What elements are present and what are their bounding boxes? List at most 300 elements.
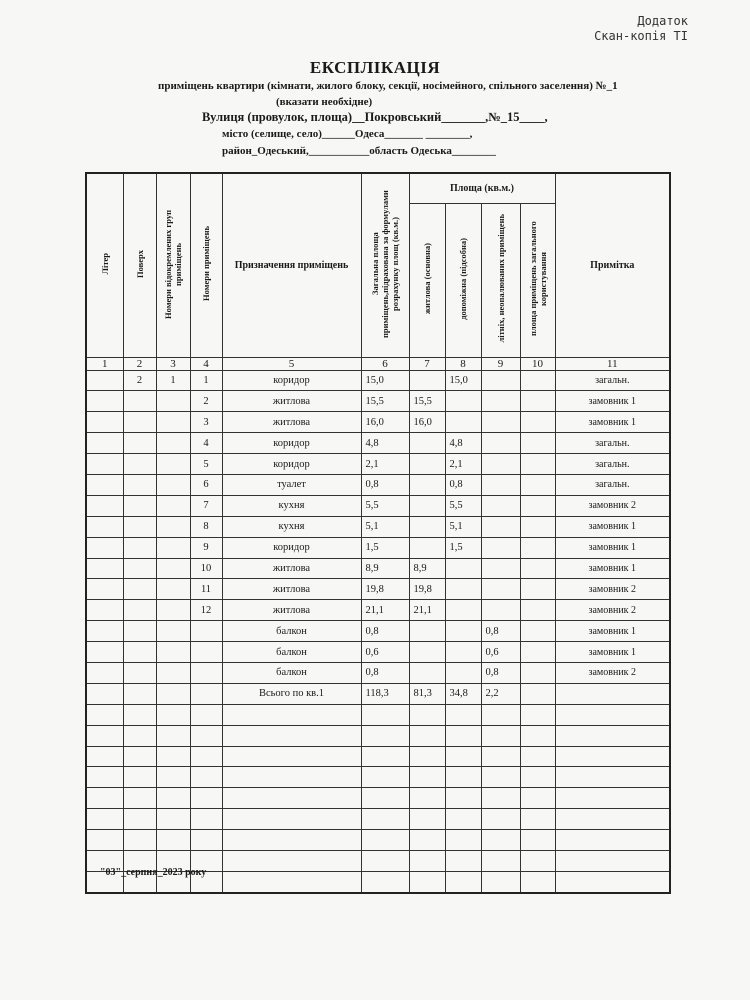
cell-note: замовник 2 xyxy=(555,662,670,683)
cell-total: 2,1 xyxy=(361,454,409,475)
empty-cell xyxy=(520,871,555,892)
empty-cell xyxy=(555,830,670,851)
empty-cell xyxy=(361,830,409,851)
cell-summer xyxy=(481,454,520,475)
cell-floor xyxy=(123,642,156,663)
empty-cell xyxy=(555,725,670,746)
cell-total: 8,9 xyxy=(361,558,409,579)
empty-cell xyxy=(86,830,123,851)
cell-summer xyxy=(481,537,520,558)
cell-floor xyxy=(123,412,156,433)
header-total-area: Загальна площа приміщень,підрахована за формулами розрахунку площ (кв.м.) xyxy=(361,173,409,357)
cell-floor xyxy=(123,391,156,412)
cell-common xyxy=(520,495,555,516)
cell-note: замовник 1 xyxy=(555,516,670,537)
table-row xyxy=(86,642,670,663)
table-row xyxy=(86,662,670,683)
cell-room: 5 xyxy=(190,454,222,475)
cell-aux xyxy=(445,391,481,412)
empty-cell xyxy=(222,725,361,746)
empty-cell xyxy=(520,725,555,746)
table-row xyxy=(86,454,670,475)
top-note-line2: Скан-копія ТІ xyxy=(594,29,688,43)
empty-cell xyxy=(520,746,555,767)
empty-cell xyxy=(481,767,520,788)
cell-summer: 0,8 xyxy=(481,621,520,642)
cell-group xyxy=(156,558,190,579)
table-body xyxy=(86,370,670,893)
empty-cell xyxy=(481,746,520,767)
cell-liter xyxy=(86,558,123,579)
cell-common xyxy=(520,391,555,412)
cell-group: 1 xyxy=(156,370,190,391)
cell-room: 2 xyxy=(190,391,222,412)
empty-cell xyxy=(555,788,670,809)
cell-group xyxy=(156,516,190,537)
col-number: 10 xyxy=(520,357,555,370)
cell-living: 16,0 xyxy=(409,412,445,433)
cell-aux: 0,8 xyxy=(445,474,481,495)
cell-liter xyxy=(86,474,123,495)
cell-group xyxy=(156,662,190,683)
empty-cell xyxy=(409,871,445,892)
cell-total: 0,8 xyxy=(361,474,409,495)
cell-living xyxy=(409,621,445,642)
cell-purpose: житлова xyxy=(222,579,361,600)
top-note xyxy=(594,14,688,44)
table-row xyxy=(86,391,670,412)
col-number: 4 xyxy=(190,357,222,370)
cell-liter xyxy=(86,391,123,412)
cell-liter xyxy=(86,412,123,433)
cell-liter xyxy=(86,683,123,704)
empty-cell xyxy=(520,809,555,830)
empty-cell xyxy=(190,746,222,767)
cell-summer xyxy=(481,391,520,412)
empty-cell xyxy=(481,788,520,809)
table-row xyxy=(86,412,670,433)
col-number: 3 xyxy=(156,357,190,370)
cell-liter xyxy=(86,370,123,391)
empty-cell xyxy=(361,767,409,788)
cell-common xyxy=(520,370,555,391)
cell-aux xyxy=(445,621,481,642)
empty-cell xyxy=(481,850,520,871)
cell-room: 1 xyxy=(190,370,222,391)
cell-aux xyxy=(445,600,481,621)
cell-summer xyxy=(481,412,520,433)
cell-total: 0,6 xyxy=(361,642,409,663)
cell-note: загальн. xyxy=(555,454,670,475)
cell-floor xyxy=(123,537,156,558)
empty-cell xyxy=(481,725,520,746)
cell-note: замовник 2 xyxy=(555,600,670,621)
cell-liter xyxy=(86,495,123,516)
cell-summer xyxy=(481,370,520,391)
cell-group xyxy=(156,412,190,433)
empty-cell xyxy=(409,809,445,830)
cell-living: 8,9 xyxy=(409,558,445,579)
cell-group xyxy=(156,474,190,495)
empty-row xyxy=(86,830,670,851)
cell-purpose: житлова xyxy=(222,412,361,433)
cell-note xyxy=(555,683,670,704)
empty-cell xyxy=(123,725,156,746)
cell-common xyxy=(520,474,555,495)
cell-summer xyxy=(481,558,520,579)
cell-purpose: житлова xyxy=(222,600,361,621)
empty-cell xyxy=(123,704,156,725)
header-line3: Вулиця (провулок, площа)__Покровський_______,№_15____, xyxy=(202,110,548,124)
explication-table xyxy=(85,172,671,894)
cell-common xyxy=(520,516,555,537)
empty-cell xyxy=(445,725,481,746)
empty-cell xyxy=(409,830,445,851)
empty-cell xyxy=(445,809,481,830)
empty-cell xyxy=(156,746,190,767)
cell-group xyxy=(156,391,190,412)
cell-group xyxy=(156,579,190,600)
cell-aux: 15,0 xyxy=(445,370,481,391)
cell-living: 21,1 xyxy=(409,600,445,621)
cell-group xyxy=(156,600,190,621)
table-row xyxy=(86,621,670,642)
cell-floor xyxy=(123,558,156,579)
cell-room: 6 xyxy=(190,474,222,495)
empty-cell xyxy=(361,850,409,871)
cell-floor xyxy=(123,454,156,475)
empty-cell xyxy=(190,830,222,851)
cell-summer xyxy=(481,579,520,600)
cell-liter xyxy=(86,621,123,642)
empty-cell xyxy=(86,704,123,725)
table-row xyxy=(86,600,670,621)
empty-cell xyxy=(222,767,361,788)
empty-cell xyxy=(86,725,123,746)
empty-cell xyxy=(86,809,123,830)
cell-purpose: коридор xyxy=(222,433,361,454)
empty-cell xyxy=(361,746,409,767)
header-line4: місто (селище, село)______Одеса_______ ________, xyxy=(222,128,473,140)
empty-cell xyxy=(156,830,190,851)
cell-common xyxy=(520,433,555,454)
cell-liter xyxy=(86,454,123,475)
cell-liter xyxy=(86,579,123,600)
cell-room xyxy=(190,683,222,704)
header-line2: (вказати необхідне) xyxy=(276,96,373,108)
empty-cell xyxy=(520,850,555,871)
header-floor: Поверх xyxy=(123,173,156,357)
empty-cell xyxy=(361,809,409,830)
cell-room: 11 xyxy=(190,579,222,600)
cell-aux xyxy=(445,642,481,663)
cell-living xyxy=(409,537,445,558)
cell-aux: 2,1 xyxy=(445,454,481,475)
empty-cell xyxy=(361,871,409,892)
empty-cell xyxy=(361,788,409,809)
cell-living xyxy=(409,662,445,683)
empty-cell xyxy=(520,704,555,725)
empty-row xyxy=(86,767,670,788)
empty-cell xyxy=(123,746,156,767)
cell-total: 21,1 xyxy=(361,600,409,621)
cell-group xyxy=(156,454,190,475)
empty-cell xyxy=(409,767,445,788)
header-common: площа приміщень загального користування xyxy=(520,203,555,357)
cell-purpose: балкон xyxy=(222,662,361,683)
col-number: 2 xyxy=(123,357,156,370)
empty-cell xyxy=(445,767,481,788)
cell-floor xyxy=(123,662,156,683)
cell-aux: 4,8 xyxy=(445,433,481,454)
empty-cell xyxy=(156,809,190,830)
empty-cell xyxy=(445,850,481,871)
cell-living: 15,5 xyxy=(409,391,445,412)
cell-aux xyxy=(445,662,481,683)
cell-purpose: коридор xyxy=(222,370,361,391)
empty-cell xyxy=(445,871,481,892)
cell-common xyxy=(520,537,555,558)
cell-summer xyxy=(481,433,520,454)
empty-cell xyxy=(156,788,190,809)
cell-liter xyxy=(86,642,123,663)
table-row xyxy=(86,683,670,704)
cell-floor xyxy=(123,433,156,454)
cell-note: замовник 1 xyxy=(555,412,670,433)
empty-cell xyxy=(86,788,123,809)
empty-cell xyxy=(445,788,481,809)
table-row xyxy=(86,495,670,516)
col-number: 11 xyxy=(555,357,670,370)
column-number-row xyxy=(86,357,670,370)
cell-living xyxy=(409,370,445,391)
cell-liter xyxy=(86,537,123,558)
col-number: 5 xyxy=(222,357,361,370)
cell-purpose: житлова xyxy=(222,391,361,412)
cell-summer: 0,8 xyxy=(481,662,520,683)
cell-total: 16,0 xyxy=(361,412,409,433)
cell-room: 7 xyxy=(190,495,222,516)
empty-cell xyxy=(520,767,555,788)
cell-liter xyxy=(86,433,123,454)
table-row xyxy=(86,433,670,454)
cell-aux: 5,1 xyxy=(445,516,481,537)
header-auxiliary: допоміжна (підсобна) xyxy=(445,203,481,357)
header-line5: район_Одеський,___________область Одеська________ xyxy=(222,145,496,157)
cell-summer xyxy=(481,600,520,621)
cell-group xyxy=(156,621,190,642)
cell-common xyxy=(520,412,555,433)
empty-cell xyxy=(86,767,123,788)
cell-purpose: Всього по кв.1 xyxy=(222,683,361,704)
empty-cell xyxy=(222,830,361,851)
empty-cell xyxy=(481,704,520,725)
cell-aux: 34,8 xyxy=(445,683,481,704)
empty-cell xyxy=(222,809,361,830)
cell-room xyxy=(190,662,222,683)
empty-cell xyxy=(445,830,481,851)
cell-living xyxy=(409,474,445,495)
cell-liter xyxy=(86,516,123,537)
cell-common xyxy=(520,662,555,683)
cell-group xyxy=(156,683,190,704)
cell-purpose: житлова xyxy=(222,558,361,579)
empty-cell xyxy=(481,871,520,892)
cell-purpose: балкон xyxy=(222,621,361,642)
header-summer: літніх, неопалюваних приміщень xyxy=(481,203,520,357)
empty-cell xyxy=(409,704,445,725)
cell-common xyxy=(520,642,555,663)
cell-note: замовник 1 xyxy=(555,642,670,663)
cell-summer xyxy=(481,495,520,516)
empty-cell xyxy=(156,767,190,788)
cell-aux xyxy=(445,412,481,433)
cell-total: 0,8 xyxy=(361,621,409,642)
cell-note: загальн. xyxy=(555,474,670,495)
empty-cell xyxy=(409,725,445,746)
table-row xyxy=(86,370,670,391)
cell-group xyxy=(156,642,190,663)
cell-room: 4 xyxy=(190,433,222,454)
cell-total: 15,5 xyxy=(361,391,409,412)
empty-cell xyxy=(555,704,670,725)
cell-note: замовник 2 xyxy=(555,495,670,516)
cell-living xyxy=(409,642,445,663)
empty-cell xyxy=(156,704,190,725)
cell-liter xyxy=(86,662,123,683)
header-liter: Літер xyxy=(86,173,123,357)
empty-cell xyxy=(86,746,123,767)
cell-aux xyxy=(445,558,481,579)
cell-common xyxy=(520,579,555,600)
cell-summer xyxy=(481,516,520,537)
cell-aux: 5,5 xyxy=(445,495,481,516)
empty-cell xyxy=(190,704,222,725)
table-row xyxy=(86,537,670,558)
cell-summer xyxy=(481,474,520,495)
empty-cell xyxy=(190,725,222,746)
cell-note: замовник 2 xyxy=(555,579,670,600)
cell-summer: 0,6 xyxy=(481,642,520,663)
cell-purpose: кухня xyxy=(222,516,361,537)
header-area-group: Площа (кв.м.) xyxy=(409,173,555,203)
cell-note: загальн. xyxy=(555,370,670,391)
empty-cell xyxy=(123,767,156,788)
cell-room: 12 xyxy=(190,600,222,621)
cell-floor xyxy=(123,683,156,704)
header-line1: приміщень квартири (кімнати, жилого блоку, секції, носімейного, спільного заселення) №_1 xyxy=(158,80,618,92)
empty-cell xyxy=(555,871,670,892)
cell-living: 81,3 xyxy=(409,683,445,704)
empty-row xyxy=(86,725,670,746)
empty-cell xyxy=(361,725,409,746)
empty-cell xyxy=(555,850,670,871)
empty-cell xyxy=(445,746,481,767)
empty-row xyxy=(86,746,670,767)
cell-purpose: туалет xyxy=(222,474,361,495)
cell-total: 4,8 xyxy=(361,433,409,454)
header-group-numbers: Номери відокремлених груп приміщень xyxy=(156,173,190,357)
empty-cell xyxy=(190,767,222,788)
cell-group xyxy=(156,433,190,454)
cell-floor xyxy=(123,600,156,621)
empty-cell xyxy=(123,809,156,830)
empty-row xyxy=(86,809,670,830)
cell-common xyxy=(520,600,555,621)
cell-note: замовник 1 xyxy=(555,391,670,412)
cell-purpose: коридор xyxy=(222,537,361,558)
cell-group xyxy=(156,537,190,558)
empty-cell xyxy=(555,809,670,830)
table-row xyxy=(86,558,670,579)
cell-living xyxy=(409,495,445,516)
cell-room xyxy=(190,621,222,642)
cell-note: загальн. xyxy=(555,433,670,454)
cell-common xyxy=(520,683,555,704)
cell-common xyxy=(520,454,555,475)
cell-living xyxy=(409,433,445,454)
empty-cell xyxy=(361,704,409,725)
empty-cell xyxy=(409,850,445,871)
empty-cell xyxy=(481,809,520,830)
cell-room xyxy=(190,642,222,663)
cell-purpose: балкон xyxy=(222,642,361,663)
empty-cell xyxy=(555,746,670,767)
cell-total: 1,5 xyxy=(361,537,409,558)
cell-floor xyxy=(123,495,156,516)
header-purpose: Призначення приміщень xyxy=(222,173,361,357)
cell-floor: 2 xyxy=(123,370,156,391)
cell-common xyxy=(520,621,555,642)
table-row xyxy=(86,474,670,495)
cell-liter xyxy=(86,600,123,621)
empty-cell xyxy=(222,850,361,871)
empty-cell xyxy=(123,830,156,851)
cell-common xyxy=(520,558,555,579)
cell-room: 9 xyxy=(190,537,222,558)
cell-floor xyxy=(123,579,156,600)
cell-room: 10 xyxy=(190,558,222,579)
cell-purpose: коридор xyxy=(222,454,361,475)
empty-cell xyxy=(222,788,361,809)
cell-floor xyxy=(123,516,156,537)
col-number: 9 xyxy=(481,357,520,370)
cell-total: 5,1 xyxy=(361,516,409,537)
cell-aux xyxy=(445,579,481,600)
cell-floor xyxy=(123,474,156,495)
document-date: "03"_серпня_2023 року xyxy=(100,867,207,878)
empty-cell xyxy=(156,725,190,746)
empty-cell xyxy=(445,704,481,725)
cell-total: 5,5 xyxy=(361,495,409,516)
top-note-line1: Додаток xyxy=(637,14,688,28)
empty-cell xyxy=(190,788,222,809)
empty-cell xyxy=(222,704,361,725)
document-title: ЕКСПЛІКАЦІЯ xyxy=(309,58,441,77)
empty-cell xyxy=(520,788,555,809)
empty-row xyxy=(86,788,670,809)
cell-living: 19,8 xyxy=(409,579,445,600)
cell-total: 19,8 xyxy=(361,579,409,600)
cell-room: 8 xyxy=(190,516,222,537)
cell-aux: 1,5 xyxy=(445,537,481,558)
col-number: 6 xyxy=(361,357,409,370)
col-number: 8 xyxy=(445,357,481,370)
cell-group xyxy=(156,495,190,516)
empty-cell xyxy=(520,830,555,851)
empty-cell xyxy=(555,767,670,788)
cell-note: замовник 1 xyxy=(555,558,670,579)
